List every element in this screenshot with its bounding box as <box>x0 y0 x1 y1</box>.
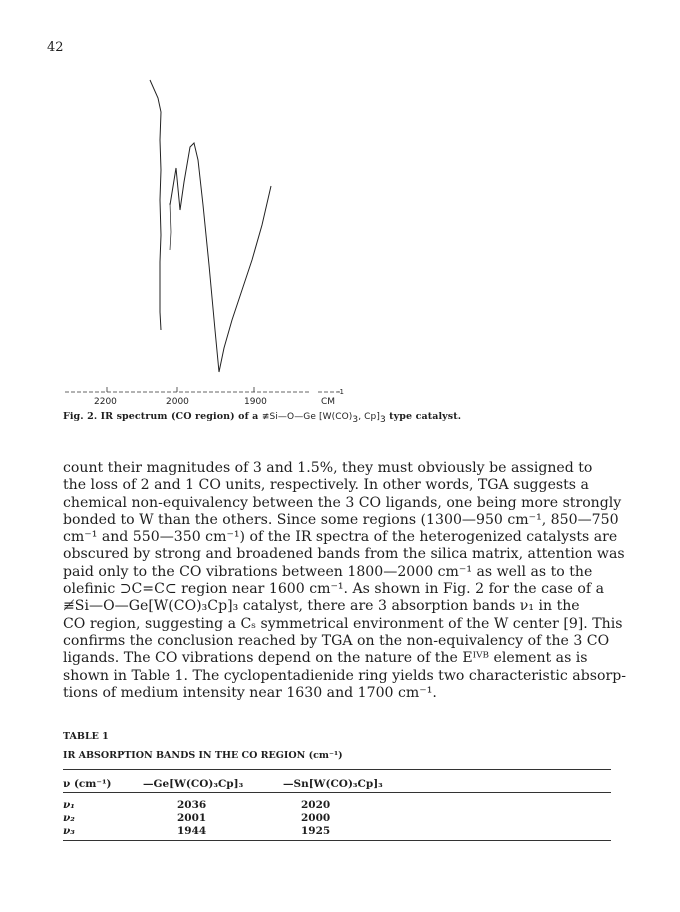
table-cell: 2000 <box>301 811 331 824</box>
absorption-table <box>63 776 443 837</box>
table-row <box>63 824 443 837</box>
table-title: TABLE 1 <box>63 731 109 742</box>
spectrum-trace-c <box>170 203 171 250</box>
body-line: confirms the conclusion reached by TGA on the non-equivalency of the 3 CO <box>63 632 610 649</box>
body-line: paid only to the CO vibrations between 1800—2000 cm⁻¹ as well as to the <box>63 563 593 580</box>
column-header: ν (cm⁻¹) <box>63 778 112 790</box>
table-cell: ν₁ <box>63 798 75 811</box>
table-row <box>63 798 443 811</box>
column-header: —Ge[W(CO)₃Cp]₃ <box>143 778 244 790</box>
caption-suffix: type catalyst. <box>385 411 462 422</box>
table-rule-bottom <box>63 840 611 841</box>
table-cell: ν₂ <box>63 811 75 824</box>
column-header: —Sn[W(CO)₃Cp]₃ <box>283 778 383 790</box>
body-line: count their magnitudes of 3 and 1.5%, they must obviously be assigned to <box>63 460 593 476</box>
x-tick-label: 2000 <box>166 397 189 405</box>
x-tick-label: 2200 <box>94 397 117 405</box>
table-cell: ν₃ <box>63 824 75 837</box>
table-rule-header <box>63 792 611 793</box>
table-header-row <box>63 776 443 792</box>
table-cell: 2001 <box>177 811 207 824</box>
spectrum-trace-b <box>170 143 271 372</box>
table-row <box>63 811 443 824</box>
body-line: ≢Si—O—Ge[W(CO)₃Cp]₃ catalyst, there are 3 absorption bands ν₁ in the <box>63 598 580 615</box>
x-axis-unit-exp: -1 <box>337 388 344 396</box>
caption-formula: ≢Si—O—Ge [$W(CO)_3$, $Cp]_3$ <box>261 412 386 425</box>
table-cell: 1944 <box>177 824 207 837</box>
spectrum-trace-a <box>150 80 161 330</box>
body-line: CO region, suggesting a Cₛ symmetrical environment of the W center [9]. This <box>63 615 623 632</box>
table-subtitle: IR ABSORPTION BANDS IN THE CO REGION (cm⁻¹) <box>63 750 343 761</box>
body-line: olefinic ⊃C=C⊂ region near 1600 cm⁻¹. As shown in Fig. 2 for the case of a <box>63 581 605 598</box>
body-line: cm⁻¹ and 550—350 cm⁻¹) of the IR spectra of the heterogenized catalysts are <box>63 529 618 546</box>
page-number: 42 <box>47 40 64 55</box>
body-line: obscured by strong and broadened bands from the silica matrix, attention was <box>63 546 625 563</box>
x-axis-unit: CM <box>321 397 336 405</box>
body-line: chemical non-equivalency between the 3 CO ligands, one being more strongly <box>63 494 622 511</box>
body-line: tions of medium intensity near 1630 and 1700 cm⁻¹. <box>63 684 437 701</box>
table-cell: 1925 <box>301 824 331 837</box>
body-line: bonded to W than the others. Since some regions (1300—950 cm⁻¹, 850—750 <box>63 511 619 528</box>
figure-caption <box>63 411 462 425</box>
table-cell: 2036 <box>177 798 207 811</box>
body-line: the loss of 2 and 1 CO units, respectively. In other words, TGA suggests a <box>63 477 589 494</box>
ir-spectrum-figure <box>0 0 680 405</box>
caption-prefix: Fig. 2. IR spectrum (CO region) of a <box>63 411 259 422</box>
table-cell: 2020 <box>301 798 331 811</box>
body-line: shown in Table 1. The cyclopentadienide ring yields two characteristic absorp- <box>63 667 626 684</box>
body-text <box>63 460 626 702</box>
x-tick-label: 1900 <box>244 397 267 405</box>
body-line: ligands. The CO vibrations depend on the nature of the Eᴵⱽᴮ element as is <box>63 650 588 667</box>
table-rule-top <box>63 769 611 770</box>
